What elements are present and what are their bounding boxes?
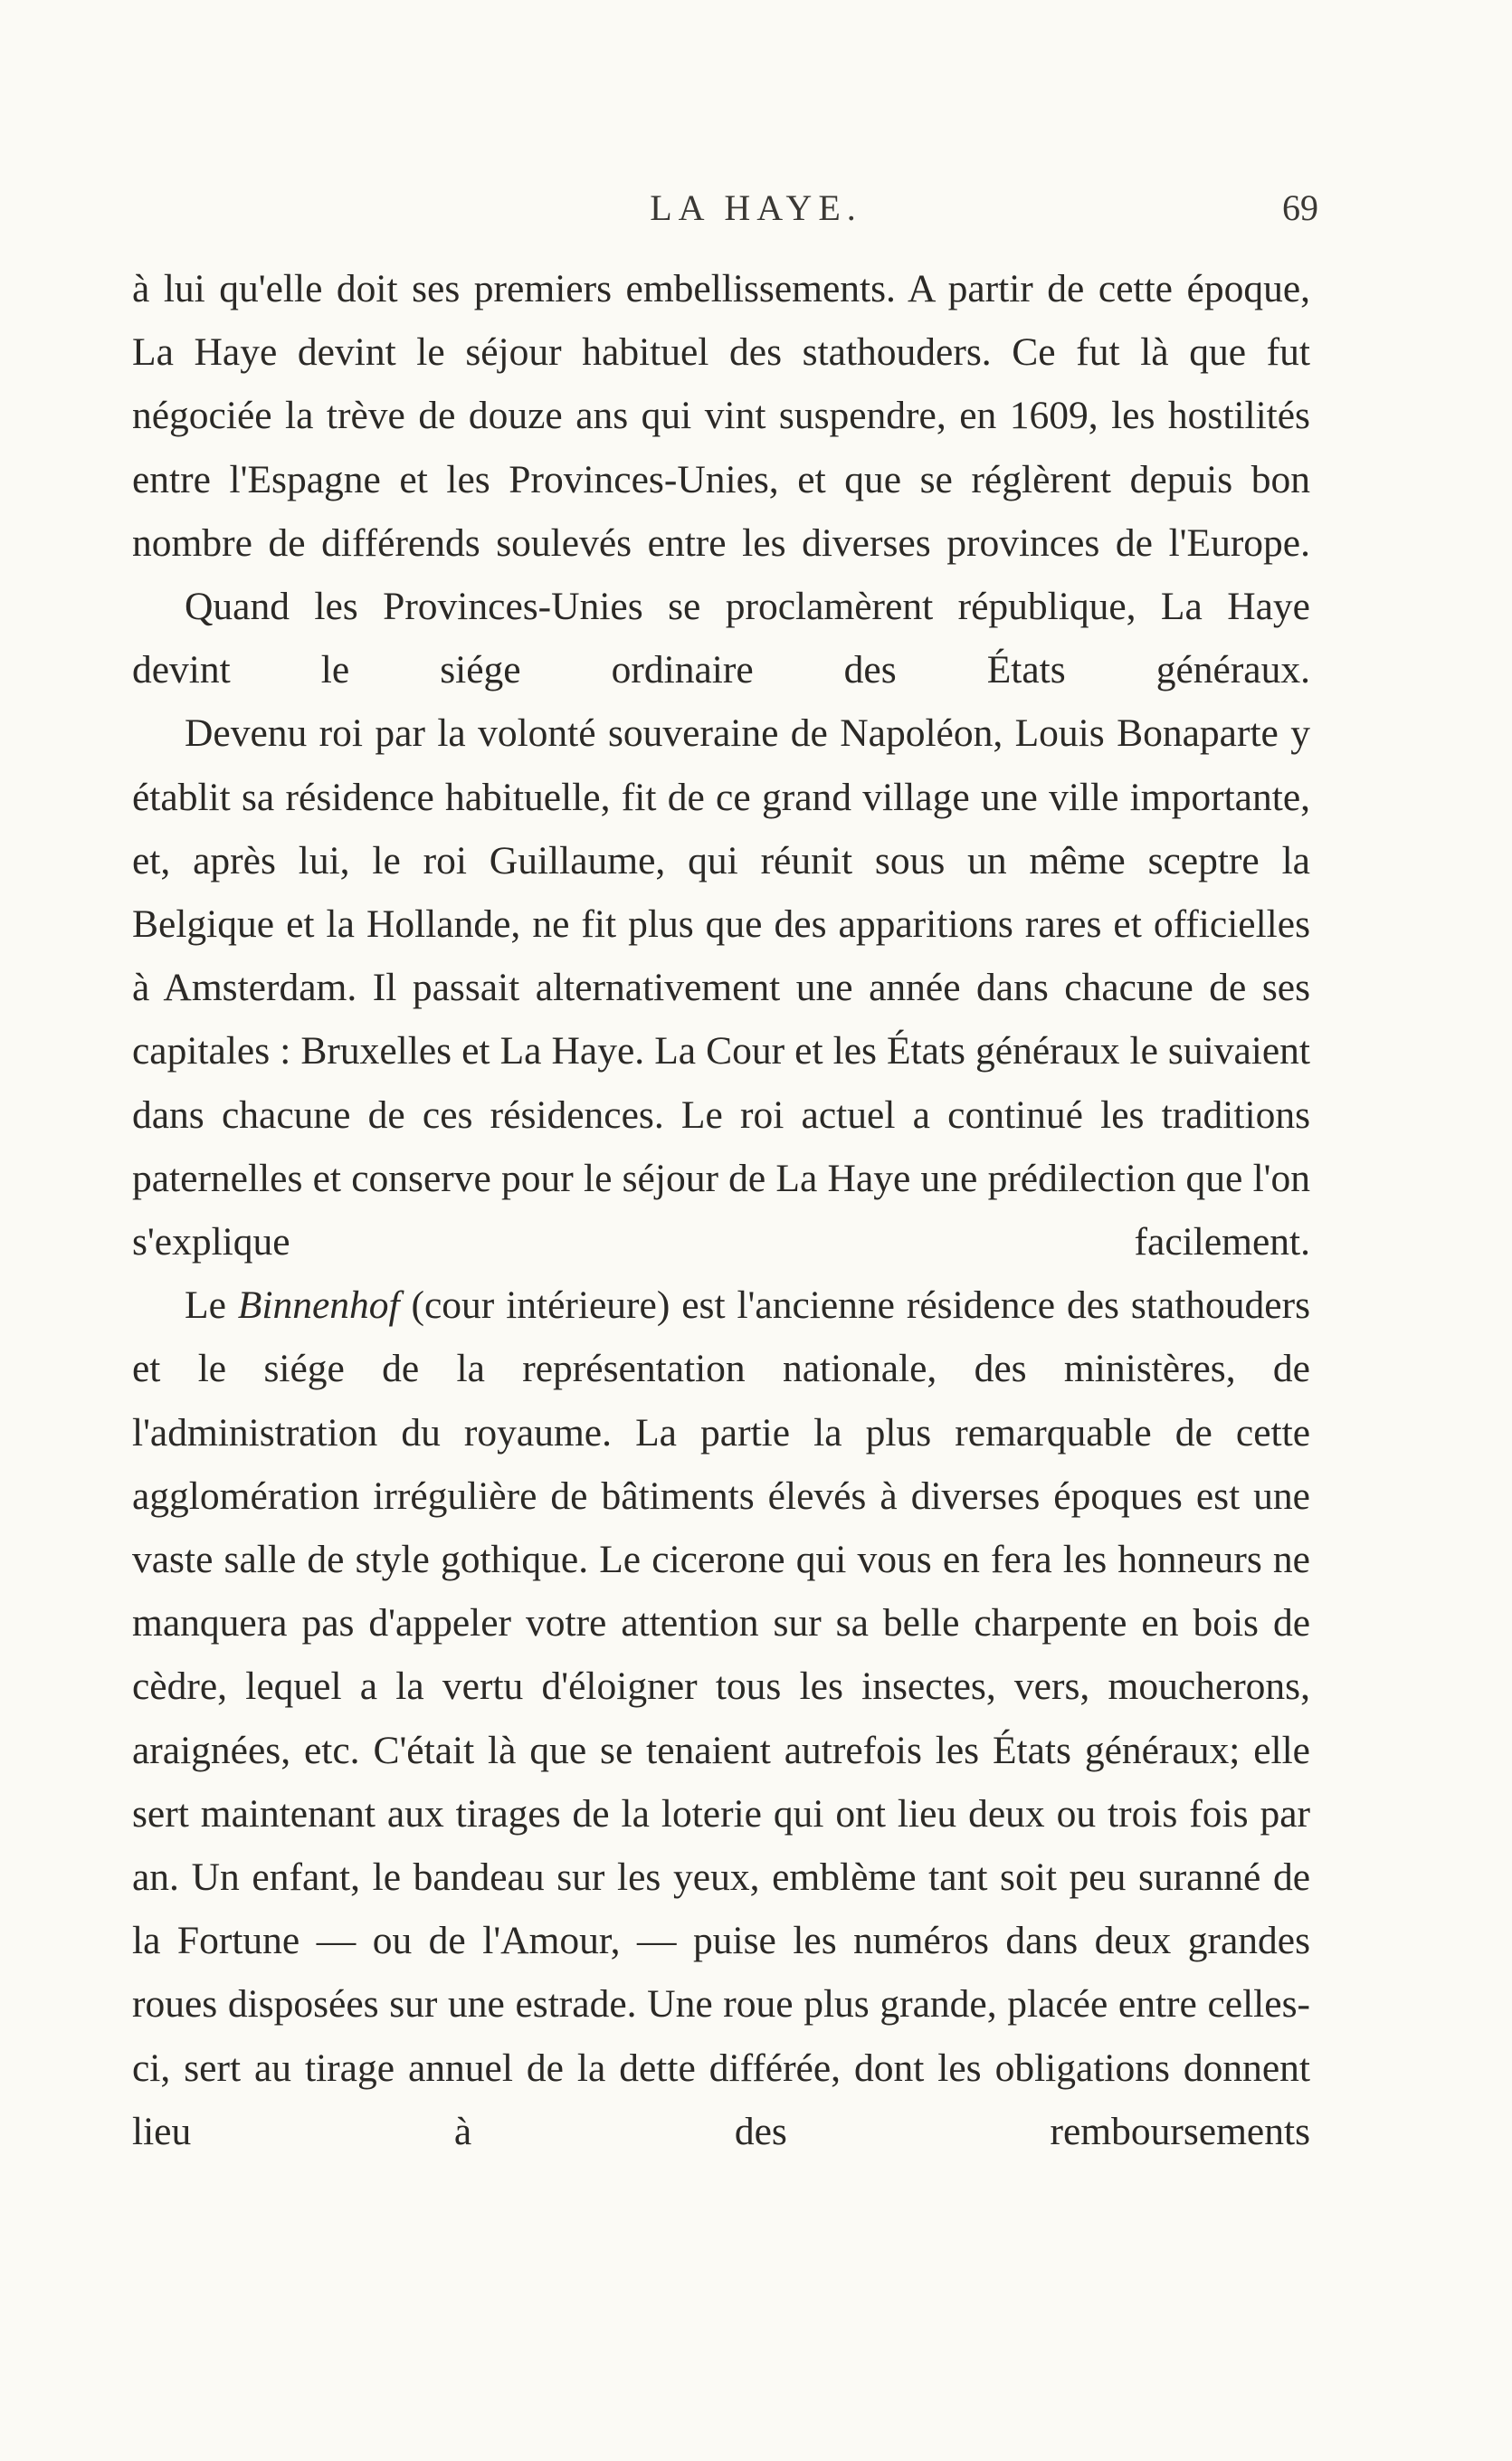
paragraph-3-text: Devenu roi par la volonté souveraine de Napoléon, Louis Bonaparte y établit sa résidence habituelle, fit de ce grand village une ville importante, et, après lui, le roi Guillaume, qui réunit sous un même sceptre la Belgique et la Hollande, ne fit plus que des apparitions rares et officielles à Amsterdam. Il passait alternativement une année dans chacune de ses capitales : Bruxelles et La Haye. La Cour et les États généraux le suivaient dans chacune de ces résidences. Le roi actuel a continué les traditions paternelles et conserve pour le séjour de La Haye une prédilection que l'on s'explique facilement. <box>132 711 1310 1264</box>
paragraph-4-text: (cour intérieure) est l'ancienne résidence des stathouders et le siége de la représentation nationale, des ministères, de l'administration du royaume. La partie la plus remarquable de cette agglomération irrégulière de bâtiments élevés à diverses époques est une vaste salle de style gothique. Le cicerone qui vous en fera les honneurs ne manquera pas d'appeler votre attention sur sa belle charpente en bois de cèdre, lequel a la vertu d'éloigner tous les insectes, vers, moucherons, araignées, etc. C'était là que se tenaient autrefois les États généraux; elle sert maintenant aux tirages de la loterie qui ont lieu deux ou trois fois par an. Un enfant, le bandeau sur les yeux, emblème tant soit peu suranné de la Fortune — ou de l'Amour, — puise les numéros dans deux grandes roues disposées sur une estrade. Une roue plus grande, placée entre celles-ci, sert au tirage annuel de la dette différée, dont les obligations donnent lieu à des remboursements <box>132 1283 1310 2153</box>
paragraph-4-term: Binnenhof <box>237 1283 400 1328</box>
paragraph-1 <box>132 257 1310 575</box>
paragraph-4-lead: Le <box>185 1283 226 1328</box>
paragraph-3 <box>132 701 1310 1273</box>
paragraph-2-text: Quand les Provinces-Unies se proclamèrent république, La Haye devint le siége ordinaire des États généraux. <box>132 585 1310 692</box>
running-title: LA HAYE. <box>650 187 862 228</box>
paragraph-2 <box>132 575 1310 701</box>
paragraph-1-text: à lui qu'elle doit ses premiers embellissements. A partir de cette époque, La Haye devint le séjour habituel des stathouders. Ce fut là que fut négociée la trève de douze ans qui vint suspendre, en 1609, les hostilités entre l'Espagne et les Provinces-Unies, et que se réglèrent depuis bon nombre de différends soulevés entre les diverses provinces de l'Europe. <box>132 267 1310 565</box>
page-header <box>0 186 1512 241</box>
body-text <box>132 257 1310 2163</box>
page-number: 69 <box>1282 187 1318 228</box>
paragraph-4 <box>132 1273 1310 2163</box>
